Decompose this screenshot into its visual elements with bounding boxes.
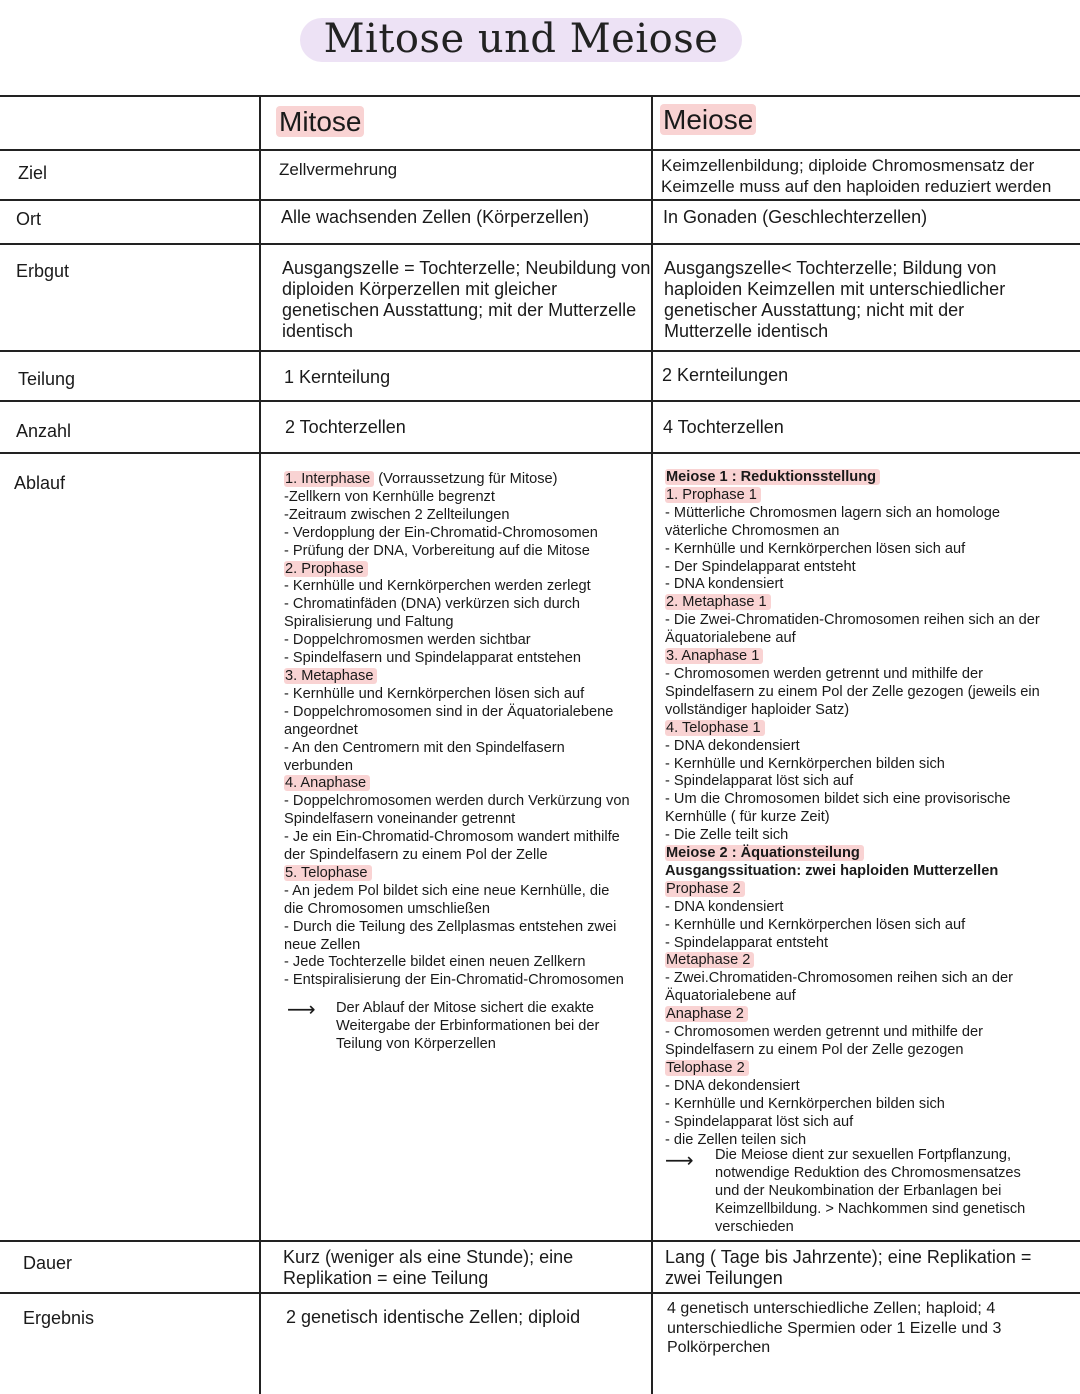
ablauf-text: - Verdopplung der Ein-Chromatid-Chromosomen (284, 524, 598, 541)
ablauf-line (665, 809, 1040, 827)
ablauf-line (284, 596, 630, 614)
ablauf-line (284, 775, 630, 793)
ablauf-line (284, 722, 630, 740)
cell-ergebnis-mitose: 2 genetisch identische Zellen; diploid (286, 1307, 581, 1327)
ablauf-line (284, 919, 630, 937)
ablauf-line (665, 935, 1040, 953)
row-label-dauer: Dauer (23, 1253, 73, 1273)
ablauf-text: - Chromosomen werden getrennt und mithilfe der (665, 665, 983, 682)
ablauf-line (665, 684, 1040, 702)
ablauf-line (665, 917, 1040, 935)
cell-teilung-meiose: 2 Kernteilungen (662, 365, 789, 385)
ablauf-line (284, 740, 630, 758)
ablauf-text: - An jedem Pol bildet sich eine neue Kernhülle, die (284, 882, 610, 899)
cell-ergebnis-meiose: 4 genetisch unterschiedliche Zellen; haploid; 4 unterschiedliche Spermien oder 1 Eizelle und 3 Polkörperchen (667, 1300, 1002, 1356)
cell-dauer-meiose: Lang ( Tage bis Jahrzente); eine Replikation = zwei Teilungen (665, 1247, 1032, 1288)
ablauf-line (665, 487, 1040, 505)
ablauf-line (665, 1096, 1040, 1114)
ablauf-text: die Chromosomen umschließen (284, 900, 491, 917)
ablauf-line (284, 471, 630, 489)
phase-heading: 2. Prophase (284, 561, 368, 577)
ablauf-line (665, 1024, 1040, 1042)
ablauf-line (284, 525, 630, 543)
ablauf-text: - Die Zwei-Chromatiden-Chromosomen reihen sich an der (665, 612, 1040, 629)
ablauf-text: - Spindelfasern und Spindelapparat entstehen (284, 650, 581, 667)
phase-heading: Metaphase 2 (665, 952, 754, 968)
cell-dauer-mitose: Kurz (weniger als eine Stunde); eine Replikation = eine Teilung (283, 1247, 574, 1288)
ablauf-line (284, 507, 630, 525)
cell-erbgut-mitose: Ausgangszelle = Tochterzelle; Neubildung von diploiden Körperzellen mit gleicher genetischen Ausstattung; mit der Mutterzelle identisch (282, 258, 651, 341)
cell-ort-meiose: In Gonaden (Geschlechterzellen) (663, 207, 928, 227)
ablauf-line (284, 793, 630, 811)
ablauf-line (284, 883, 630, 901)
ablauf-line (284, 578, 630, 596)
row-label-ziel: Ziel (18, 163, 48, 183)
ablauf-text: angeordnet (284, 721, 358, 738)
ablauf-line (665, 773, 1040, 791)
ablauf-line (284, 543, 630, 561)
phase-heading: 1. Interphase (284, 471, 374, 487)
ablauf-line (284, 614, 630, 632)
ablauf-line (665, 791, 1040, 809)
ablauf-text: - Prüfung der DNA, Vorbereitung auf die Mitose (284, 542, 590, 559)
meiose-conclusion: Die Meiose dient zur sexuellen Fortpflanzung, notwendige Reduktion des Chromosmensatzes und der Neukombination der Erbanlagen bei Keimzellbildung. > Nachkommen sind genetisch verschieden (715, 1147, 1026, 1235)
column-header-mitose: Mitose (276, 106, 364, 138)
ablauf-text: neue Zellen (284, 936, 361, 953)
ablauf-text: Äquatorialebene auf (665, 630, 796, 647)
ablauf-text: Spindelfasern voneinander getrennt (284, 811, 516, 828)
ablauf-line (284, 847, 630, 865)
ablauf-text: - Durch die Teilung des Zellplasmas entstehen zwei (284, 918, 617, 935)
arrow-icon: ⟶ (665, 1150, 694, 1172)
ablauf-line (665, 469, 1040, 487)
ablauf-text: - Doppelchromosmen werden sichtbar (284, 632, 531, 649)
ablauf-line (284, 937, 630, 955)
ablauf-line (665, 666, 1040, 684)
phase-heading: Prophase 2 (665, 881, 745, 897)
ablauf-line (665, 756, 1040, 774)
phase-heading: 3. Metaphase (284, 668, 377, 684)
ablauf-text: - Kernhülle und Kernkörperchen werden zerlegt (284, 578, 591, 595)
ablauf-line (665, 863, 1040, 881)
row-label-erbgut: Erbgut (16, 261, 70, 281)
ablauf-text: - die Zellen teilen sich (665, 1131, 807, 1148)
ablauf-line (284, 972, 630, 990)
ablauf-text: - DNA dekondensiert (665, 1077, 800, 1094)
ablauf-line (665, 1078, 1040, 1096)
ablauf-line (665, 970, 1040, 988)
phase-heading: Telophase 2 (665, 1060, 749, 1076)
ablauf-text: der Spindelfasern zu einem Pol der Zelle (284, 847, 548, 864)
ablauf-line (284, 561, 630, 579)
phase-heading: Meiose 1 : Reduktionsstellung (665, 469, 880, 485)
ablauf-line (665, 541, 1040, 559)
ablauf-text: - DNA kondensiert (665, 576, 784, 593)
ablauf-line (665, 720, 1040, 738)
row-label-ort: Ort (16, 209, 41, 229)
ablauf-text: - DNA kondensiert (665, 898, 784, 915)
ablauf-line (665, 1006, 1040, 1024)
phase-heading: 5. Telophase (284, 865, 372, 881)
ablauf-text: - Mütterliche Chromosmen lagern sich an homologe (665, 504, 1001, 521)
ablauf-text: - Die Zelle teilt sich (665, 827, 789, 844)
cell-anzahl-meiose: 4 Tochterzellen (663, 417, 784, 437)
ablauf-text: - Spindelapparat löst sich auf (665, 773, 854, 790)
ablauf-text: - Um die Chromosomen bildet sich eine provisorische (665, 791, 1011, 808)
ablauf-line (284, 901, 630, 919)
ablauf-line (665, 505, 1040, 523)
ablauf-line (284, 954, 630, 972)
row-label-ergebnis: Ergebnis (23, 1308, 95, 1328)
ablauf-text: - Doppelchromosomen werden durch Verkürzung von (284, 793, 630, 810)
ablauf-line (665, 1114, 1040, 1132)
ablauf-line (665, 738, 1040, 756)
ablauf-text: - Kernhülle und Kernkörperchen lösen sich auf (665, 916, 966, 933)
phase-heading: 4. Telophase 1 (665, 720, 765, 736)
ablauf-text: - DNA dekondensiert (665, 737, 800, 754)
page-title: Mitose und Meiose (300, 18, 742, 62)
phase-heading: Meiose 2 : Äquationsteilung (665, 845, 864, 861)
arrow-icon: ⟶ (287, 999, 316, 1021)
ablauf-text: - Kernhülle und Kernkörperchen lösen sich auf (665, 540, 966, 557)
ablauf-text: - Kernhülle und Kernkörperchen lösen sich auf (284, 685, 585, 702)
ablauf-line (665, 952, 1040, 970)
row-label-teilung: Teilung (18, 369, 76, 389)
phase-heading: 2. Metaphase 1 (665, 594, 771, 610)
cell-teilung-mitose: 1 Kernteilung (284, 367, 391, 387)
ablauf-text: Spiralisierung und Faltung (284, 614, 454, 631)
ablauf-text: - An den Centromern mit den Spindelfasern (284, 739, 565, 756)
ablauf-line (284, 829, 630, 847)
ablauf-text: Kernhülle ( für kurze Zeit) (665, 809, 830, 826)
ablauf-line (665, 1042, 1040, 1060)
ablauf-text: - Spindelapparat löst sich auf (665, 1113, 854, 1130)
ablauf-line (665, 899, 1040, 917)
ablauf-text: - Kernhülle und Kernkörperchen bilden sich (665, 1095, 945, 1112)
ablauf-text: Äquatorialebene auf (665, 988, 796, 1005)
ablauf-line (284, 489, 630, 507)
ablauf-text: - Kernhülle und Kernkörperchen bilden sich (665, 755, 945, 772)
row-label-anzahl: Anzahl (16, 421, 72, 441)
ablauf-text: - Zwei.Chromatiden-Chromosomen reihen sich an der (665, 970, 1013, 987)
cell-ort-mitose: Alle wachsenden Zellen (Körperzellen) (281, 207, 590, 227)
ablauf-line (665, 523, 1040, 541)
ablauf-text: - Entspiralisierung der Ein-Chromatid-Chromosomen (284, 972, 624, 989)
ablauf-text: - Chromatinfäden (DNA) verkürzen sich durch (284, 596, 581, 613)
ablauf-mitose-list (284, 471, 630, 990)
ablauf-line (665, 612, 1040, 630)
ablauf-meiose-list (665, 469, 1040, 1149)
phase-heading: 1. Prophase 1 (665, 487, 761, 503)
ablauf-text: - Doppelchromosomen sind in der Äquatorialebene (284, 703, 614, 720)
ablauf-text: väterliche Chromosmen an (665, 522, 840, 539)
ablauf-line (665, 827, 1040, 845)
ablauf-line (665, 594, 1040, 612)
ablauf-line (665, 1060, 1040, 1078)
ablauf-text: -Zellkern von Kernhülle begrenzt (284, 488, 495, 505)
ablauf-line (665, 881, 1040, 899)
phase-heading: Anaphase 2 (665, 1006, 748, 1022)
cell-anzahl-mitose: 2 Tochterzellen (285, 417, 406, 437)
ablauf-line (665, 630, 1040, 648)
phase-heading: 3. Anaphase 1 (665, 648, 763, 664)
cell-erbgut-meiose: Ausgangszelle< Tochterzelle; Bildung von haploiden Keimzellen mit unterschiedlicher genetischer Ausstattung; nicht mit der Mutterzelle identisch (664, 258, 1006, 341)
mitose-conclusion: Der Ablauf der Mitose sichert die exakte Weitergabe der Erbinformationen bei der Teilung von Körperzellen (336, 1000, 600, 1052)
column-header-meiose: Meiose (660, 104, 756, 136)
ablauf-line (284, 865, 630, 883)
ablauf-text: - Der Spindelapparat entsteht (665, 558, 856, 575)
ablauf-line (284, 811, 630, 829)
ablauf-text: Spindelfasern zu einem Pol der Zelle gezogen (jeweils ein (665, 683, 1040, 700)
ablauf-text: verbunden (284, 757, 353, 774)
ablauf-text: (Vorraussetzung für Mitose) (374, 471, 558, 487)
ablauf-text: vollständiger haploider Satz) (665, 701, 850, 718)
ablauf-line (284, 758, 630, 776)
ablauf-line (284, 704, 630, 722)
ablauf-text: - Je ein Ein-Chromatid-Chromosom wandert mithilfe (284, 829, 620, 846)
ablauf-line (665, 559, 1040, 577)
cell-ziel-meiose: Keimzellenbildung; diploide Chromosmensatz der Keimzelle muss auf den haploiden reduziert werden (661, 156, 1052, 196)
ablauf-text: - Jede Tochterzelle bildet einen neuen Zellkern (284, 954, 586, 971)
ablauf-line (284, 668, 630, 686)
ablauf-line (284, 686, 630, 704)
phase-heading: 4. Anaphase (284, 775, 370, 791)
ablauf-line (284, 650, 630, 668)
ablauf-line (665, 576, 1040, 594)
ablauf-text: - Chromosomen werden getrennt und mithilfe der (665, 1024, 983, 1041)
ablauf-text: Ausgangssituation: zwei haploiden Mutterzellen (665, 862, 999, 879)
ablauf-line (284, 632, 630, 650)
ablauf-line (665, 988, 1040, 1006)
ablauf-line (665, 648, 1040, 666)
ablauf-line (665, 702, 1040, 720)
row-label-ablauf: Ablauf (14, 473, 66, 493)
ablauf-text: - Spindelapparat entsteht (665, 934, 829, 951)
cell-ziel-mitose: Zellvermehrung (279, 160, 398, 179)
ablauf-text: Spindelfasern zu einem Pol der Zelle gezogen (665, 1042, 964, 1058)
ablauf-text: -Zeitraum zwischen 2 Zellteilungen (284, 506, 510, 523)
ablauf-line (665, 845, 1040, 863)
